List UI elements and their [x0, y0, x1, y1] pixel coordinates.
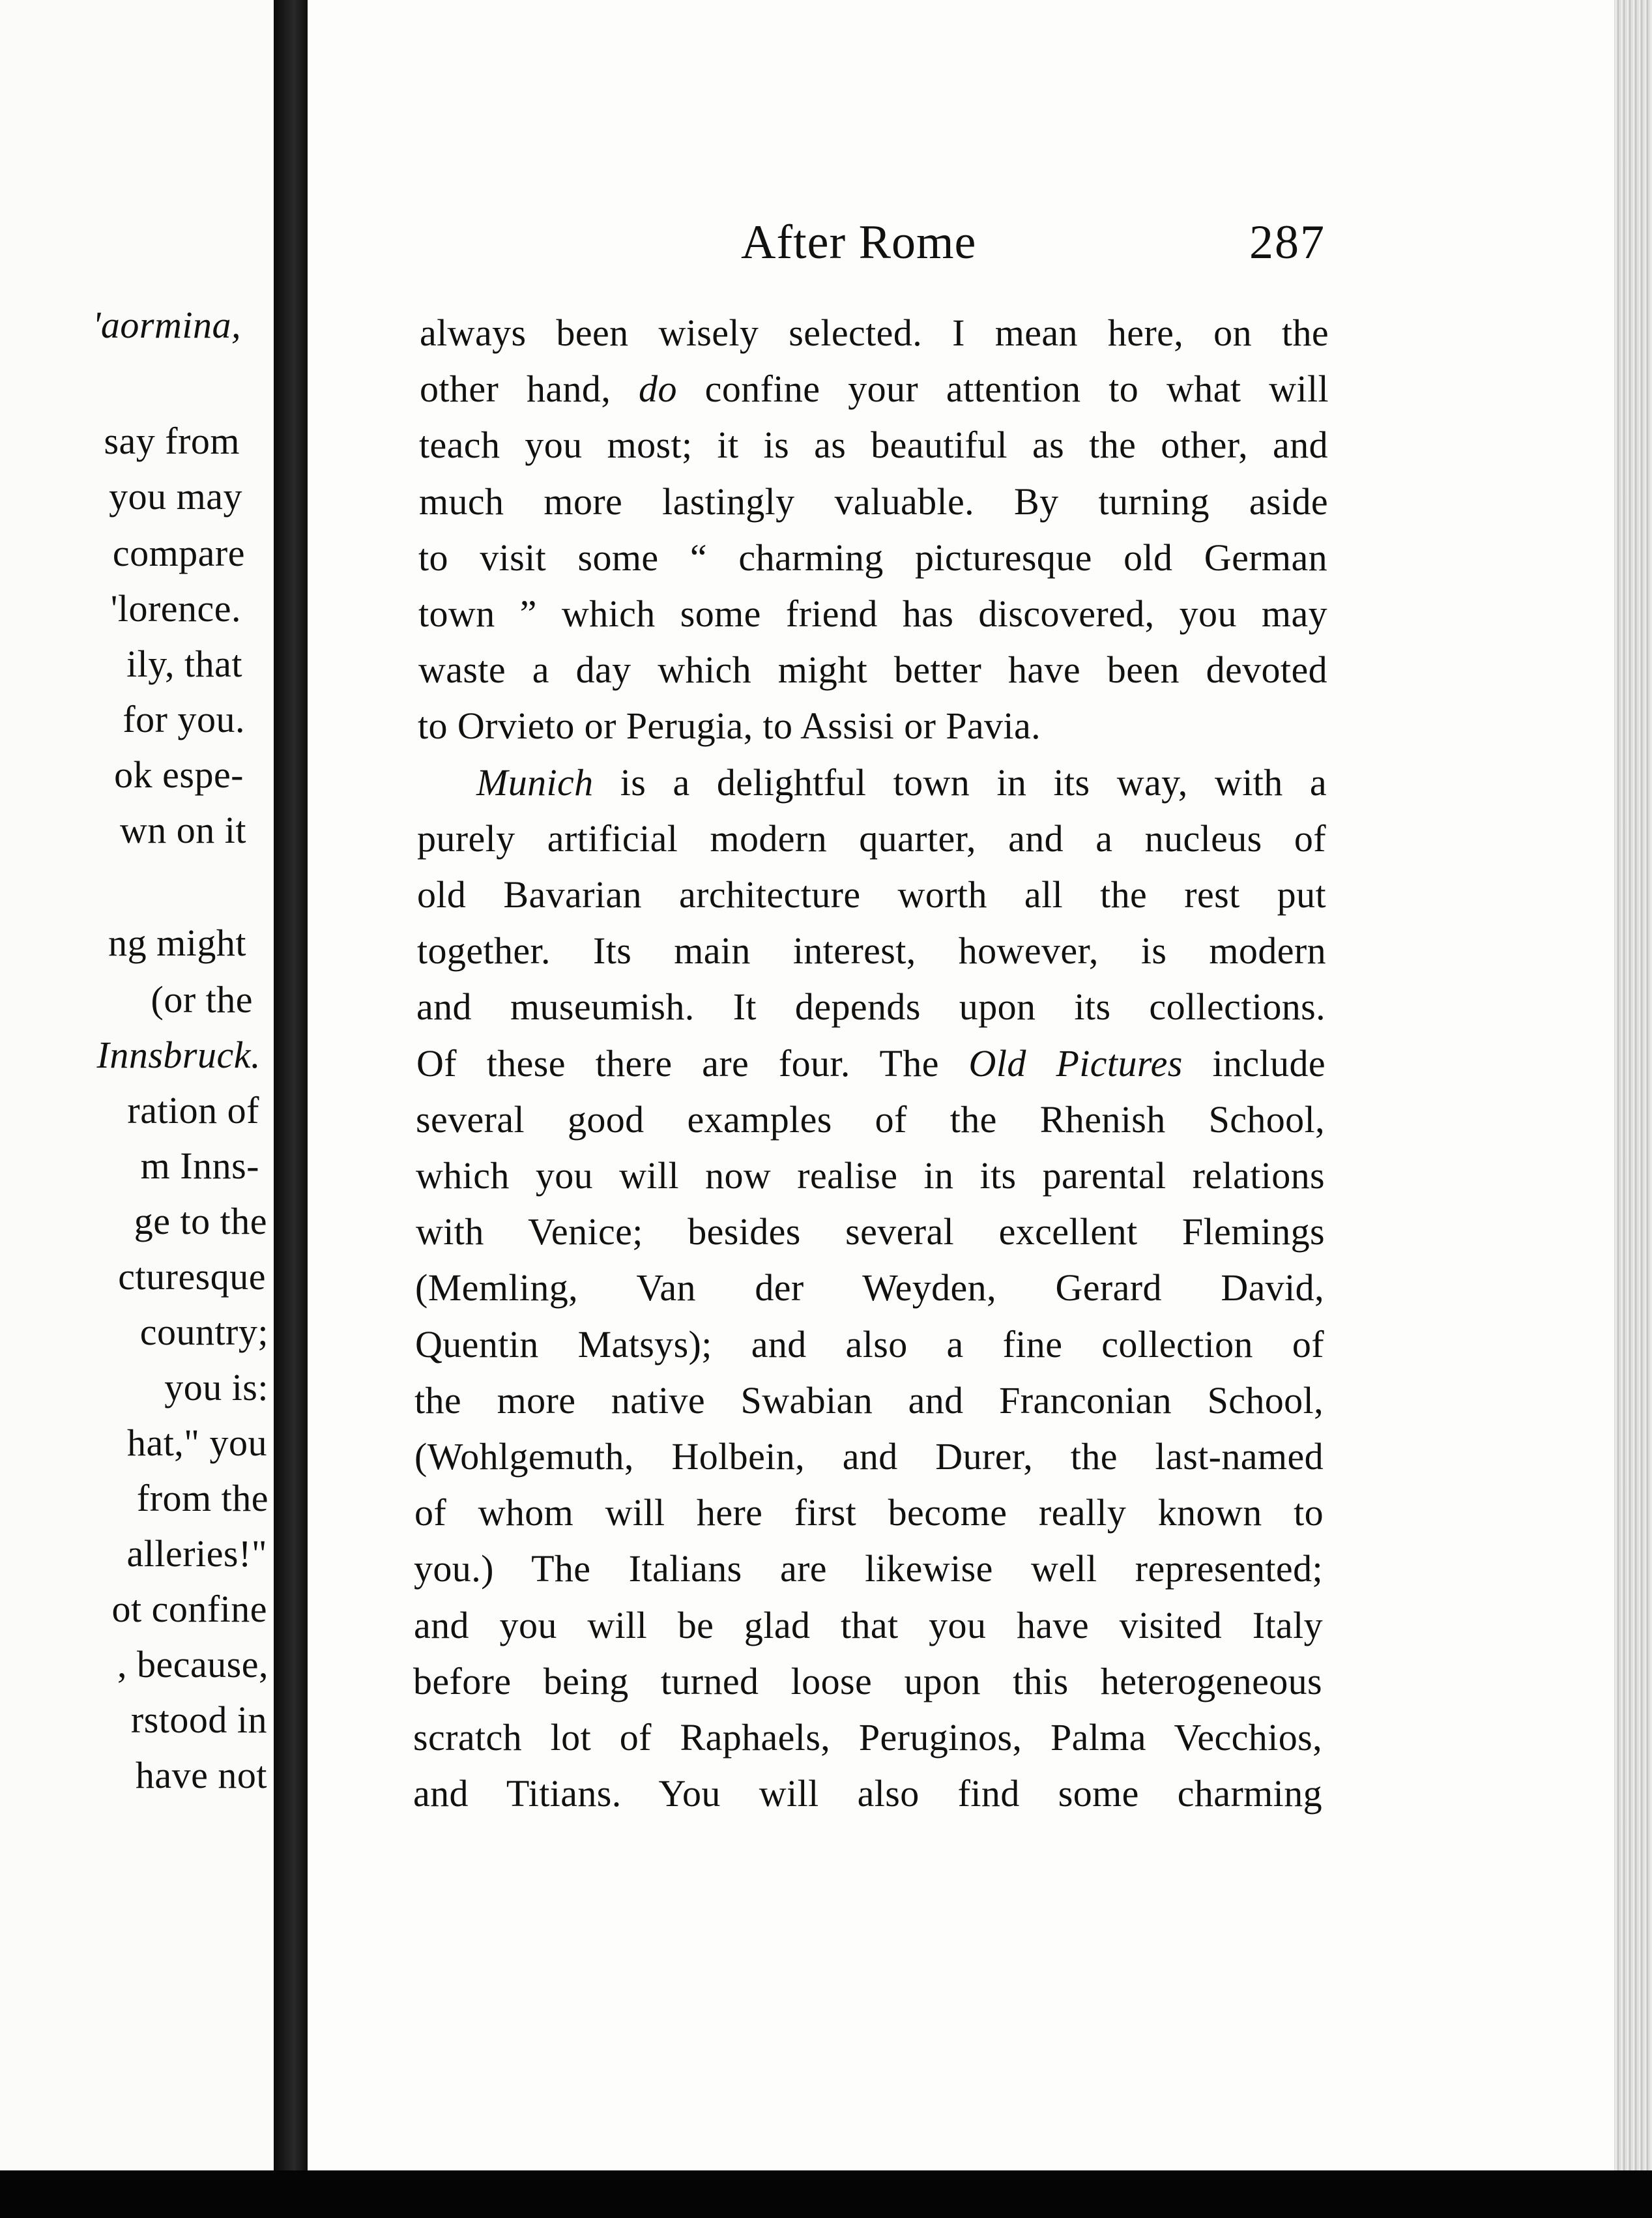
left-page-line: rstood in [130, 1699, 267, 1741]
body-text-segment: include [1182, 1042, 1326, 1085]
left-page-line: m Inns- [140, 1145, 259, 1187]
left-page-line: hat," you [126, 1422, 267, 1464]
left-page-line: say from [104, 420, 240, 462]
body-line [417, 817, 1326, 860]
body-text-segment: before being turned loose upon this heterogeneous [413, 1660, 1322, 1702]
body-text-segment: waste a day which might better have been devoted [418, 649, 1327, 691]
body-line [418, 536, 1327, 579]
body-line [420, 314, 1329, 352]
body-text-segment: together. Its main interest, however, is modern [417, 929, 1326, 972]
left-page-line: for you. [123, 698, 245, 740]
body-line [414, 1491, 1324, 1534]
body-line [419, 480, 1328, 523]
left-page-line: have not [135, 1754, 267, 1796]
body-text-segment: Of these there are four. The [416, 1042, 969, 1085]
body-text-segment: which you will now realise in its parental relations [416, 1154, 1325, 1197]
body-line [417, 873, 1326, 916]
body-text-segment: teach you most; it is as beautiful as the other, and [419, 424, 1328, 466]
body-line [416, 1042, 1326, 1085]
body-line [414, 1604, 1323, 1646]
body-text-segment: to Orvieto or Perugia, to Assisi or Pavia. [418, 705, 1041, 747]
body-line [418, 707, 1041, 745]
body-text-segment: (Memling, Van der Weyden, Gerard David, [415, 1266, 1324, 1309]
left-page-line: (or the [151, 978, 253, 1021]
body-line [419, 426, 1328, 464]
body-text-segment: you.) The Italians are likewise well represented; [414, 1547, 1323, 1590]
left-page [0, 0, 274, 2170]
body-line [417, 929, 1326, 972]
left-page-line: you may [109, 475, 242, 518]
body-text-segment: and you will be glad that you have visited Italy [414, 1604, 1323, 1646]
body-text-segment: to visit some “ charming picturesque old German [418, 536, 1327, 579]
left-page-line: ration of [127, 1089, 259, 1131]
body-text-segment: the more native Swabian and Franconian School, [414, 1379, 1324, 1422]
left-page-line: ng might [108, 922, 246, 964]
body-line [414, 1435, 1324, 1478]
page-number: 287 [1249, 216, 1326, 269]
body-text-segment: confine your attention to what will [676, 368, 1329, 410]
italic-text: Old Pictures [968, 1042, 1183, 1085]
body-text-segment: scratch lot of Raphaels, Peruginos, Palma Vecchios, [413, 1716, 1322, 1758]
left-page-line: ge to the [134, 1200, 267, 1242]
left-page-line: , because, [117, 1643, 268, 1685]
body-text-segment: old Bavarian architecture worth all the rest put [417, 873, 1326, 916]
body-text-segment: always been wisely selected. I mean here, on the [420, 312, 1329, 354]
body-text-segment: is a delightful town in its way, with a [593, 761, 1327, 804]
left-page-line: 'aormina, [93, 304, 241, 346]
body-text-segment: several good examples of the Rhenish School, [416, 1098, 1325, 1141]
body-text-segment: with Venice; besides several excellent Flemings [416, 1210, 1325, 1253]
body-line [420, 370, 1329, 408]
left-page-line: Innsbruck. [96, 1034, 261, 1076]
body-line [416, 1154, 1325, 1197]
left-page-line: ot confine [111, 1588, 267, 1630]
italic-text: Munich [476, 761, 594, 804]
body-text-segment: other hand, [420, 368, 639, 410]
running-head [308, 215, 1614, 267]
body-line [415, 1323, 1324, 1365]
body-text-segment: (Wohlgemuth, Holbein, and Durer, the last-named [414, 1435, 1324, 1478]
left-page-line: 'lorence. [110, 587, 241, 630]
left-page-line: compare [112, 532, 245, 574]
left-page-line: cturesque [118, 1255, 266, 1298]
italic-text: do [639, 368, 677, 410]
left-page-line: alleries!" [126, 1532, 267, 1575]
scan-border [0, 2170, 1652, 2218]
body-line [416, 1098, 1325, 1141]
body-line [415, 1266, 1324, 1309]
body-line [416, 1210, 1325, 1253]
left-page-line: ily, that [126, 643, 242, 685]
body-line [413, 1660, 1322, 1702]
body-text-segment: much more lastingly valuable. By turning aside [419, 480, 1328, 523]
left-page-line: ok espe- [114, 753, 244, 796]
left-page-line: country; [139, 1311, 268, 1353]
left-page-line: from the [136, 1477, 268, 1519]
book-gutter [274, 0, 308, 2218]
body-text-segment: town ” which some friend has discovered, you may [418, 592, 1327, 635]
left-page-line: you is: [164, 1366, 268, 1408]
body-line [418, 651, 1327, 689]
running-title: After Rome [741, 216, 977, 269]
body-line [414, 1547, 1323, 1590]
body-text-segment: purely artificial modern quarter, and a nucleus of [417, 817, 1326, 860]
body-text-segment: Quentin Matsys); and also a fine collection of [415, 1323, 1324, 1365]
left-page-line: wn on it [119, 809, 246, 851]
body-line [418, 592, 1327, 635]
body-line [418, 761, 1327, 804]
body-text-segment: and Titians. You will also find some charming [413, 1772, 1322, 1815]
body-line [413, 1772, 1322, 1815]
body-line [413, 1716, 1322, 1758]
body-line [414, 1379, 1324, 1422]
right-page [308, 0, 1614, 2170]
body-text-segment: of whom will here first become really known to [414, 1491, 1324, 1534]
body-line [416, 985, 1326, 1028]
page-edges [1614, 0, 1652, 2177]
body-text-segment: and museumish. It depends upon its collections. [416, 985, 1326, 1028]
